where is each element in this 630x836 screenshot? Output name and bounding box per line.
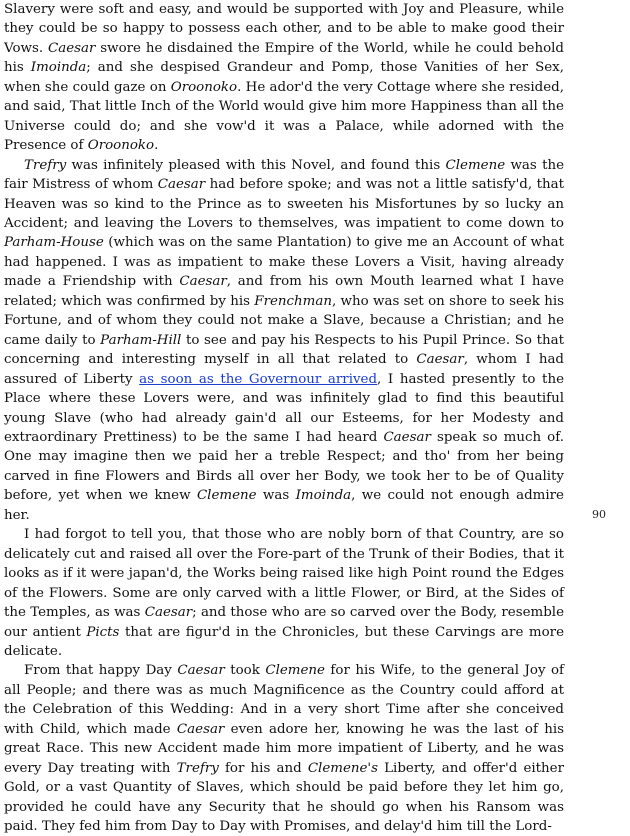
text-run: took: [224, 663, 266, 679]
text-run: .: [154, 138, 159, 154]
italic-name: Oroonoko: [170, 79, 238, 95]
text-run: ; and she despised Grandeur and Pomp, those Vanities of her Sex, when she could gaze on: [4, 60, 564, 95]
italic-name: Caesar: [177, 663, 225, 679]
italic-name: Trefry: [24, 157, 67, 173]
italic-name: Caesar: [176, 721, 225, 737]
italic-name: Caesar: [383, 429, 431, 445]
italic-name: Caesar: [157, 177, 206, 193]
italic-name: Parham-House: [4, 235, 104, 251]
text-run: Liberty, and offer'd either Gold, or a vast Quantity of Slaves, which should be paid before they let him go, provided he could have any Security that he should go when his Ransom was paid. They fed him from Day to Day with Promises, and delay'd him till the Lord-: [4, 760, 564, 835]
text-run: ; and those who are so carved over the Body, resemble our antient: [4, 605, 564, 640]
italic-name: Clemene's: [307, 760, 378, 776]
italic-name: Caesar: [144, 605, 193, 621]
italic-name: Oroonoko: [87, 138, 155, 154]
governour-arrived-link[interactable]: as soon as the Governour arrived: [139, 371, 378, 387]
italic-name: Imoinda: [30, 60, 87, 76]
text-run: , and from his own Mouth learned what I have related; which was confirmed by his: [4, 274, 564, 309]
italic-name: Caesar: [416, 352, 464, 368]
italic-name: Trefry: [176, 760, 219, 776]
italic-name: Picts: [86, 624, 120, 640]
text-run: Slavery were soft and easy, and would be supported with Joy and Pleasure, while they could be so happy to possess each other, and to be able to make good their Vows.: [4, 2, 564, 56]
text-run: speak so much of. One may imagine then we paid her a treble Respect; and tho' from her being carved in fine Flowers and Birds all over her Body, we took her to be of Quality before, yet when we knew: [4, 429, 564, 504]
italic-name: Caesar: [47, 40, 96, 56]
text-run: , I hasted presently to the Place where these Lovers were, and was infinitely glad to find this beautiful young Slave (who had already gain'd all our Esteems, for her Modesty and extraordinary Prettiness) to be the same I had heard: [4, 371, 564, 445]
paragraph-1: [4, 0, 564, 156]
italic-name: Imoinda: [295, 488, 352, 504]
text-run: was infinitely pleased with this Novel, and found this: [66, 157, 446, 173]
text-run: . He ador'd the very Cottage where she resided, and said, That little Inch of the World would give him more Happiness than all the Universe could do; and she vow'd it was a Palace, while adorned with the Presence of: [4, 79, 564, 154]
italic-name: Clemene: [196, 488, 257, 504]
italic-name: Caesar: [179, 274, 227, 290]
text-run: (which was on the same Plantation) to give me an Account of what had happened. I was as impatient to make these Lovers a Visit, having already made a Friendship with: [4, 235, 564, 290]
text-run: had before spoke; and was not a little satisfy'd, that Heaven was so kind to the Prince as to sweeten his Misfortunes by so lucky an Accident; and leaving the Lovers to themselves, was impatient to come down to: [4, 177, 564, 231]
text-run: for his Wife, to the general Joy of all People; and there was as much Magnificence as the Country could afford at the Celebration of this Wedding: And in a very short Time after she conceived with Child, which made: [4, 663, 564, 737]
paragraph-3: [4, 525, 564, 661]
text-run: , who was set on shore to seek his Fortune, and of whom they could not make a Slave, because a Christian; and he came daily to: [4, 293, 564, 348]
italic-name: Frenchman: [254, 293, 332, 309]
book-page-text: [4, 0, 564, 836]
text-run: I had forgot to tell you, that those who are nobly born of that Country, are so delicately cut and raised all over the Fore-part of the Trunk of their Bodies, that it looks as if it were japan'd, the Works being raised like high Point round the Edges of the Flowers. Some are only carved with a little Flower, or Bird, at the Sides of the Temples, as was: [4, 527, 564, 621]
text-run: From that happy Day: [24, 663, 178, 679]
page-number: 90: [592, 508, 606, 521]
text-run: was: [256, 488, 296, 504]
text-run: even adore her, knowing he was the last of his great Race. This new Accident made him more impatient of Liberty, and he was every Day treating with: [4, 721, 564, 776]
italic-name: Clemene: [445, 157, 506, 173]
italic-name: Parham-Hill: [100, 332, 182, 348]
text-run: , whom I had assured of Liberty: [4, 352, 565, 387]
text-run: was the fair Mistress of whom: [4, 157, 565, 193]
text-run: to see and pay his Respects to his Pupil Prince. So that concerning and interesting myself in all that related to: [4, 332, 564, 368]
text-run: , we could not enough admire her.: [4, 488, 564, 523]
text-run: that are figur'd in the Chronicles, but these Carvings are more delicate.: [4, 624, 564, 659]
paragraph-2: [4, 156, 564, 526]
text-run: swore he disdained the Empire of the World, while he could behold his: [4, 40, 564, 76]
paragraph-4: [4, 661, 564, 836]
italic-name: Clemene: [265, 663, 325, 679]
text-run: for his and: [218, 760, 308, 776]
